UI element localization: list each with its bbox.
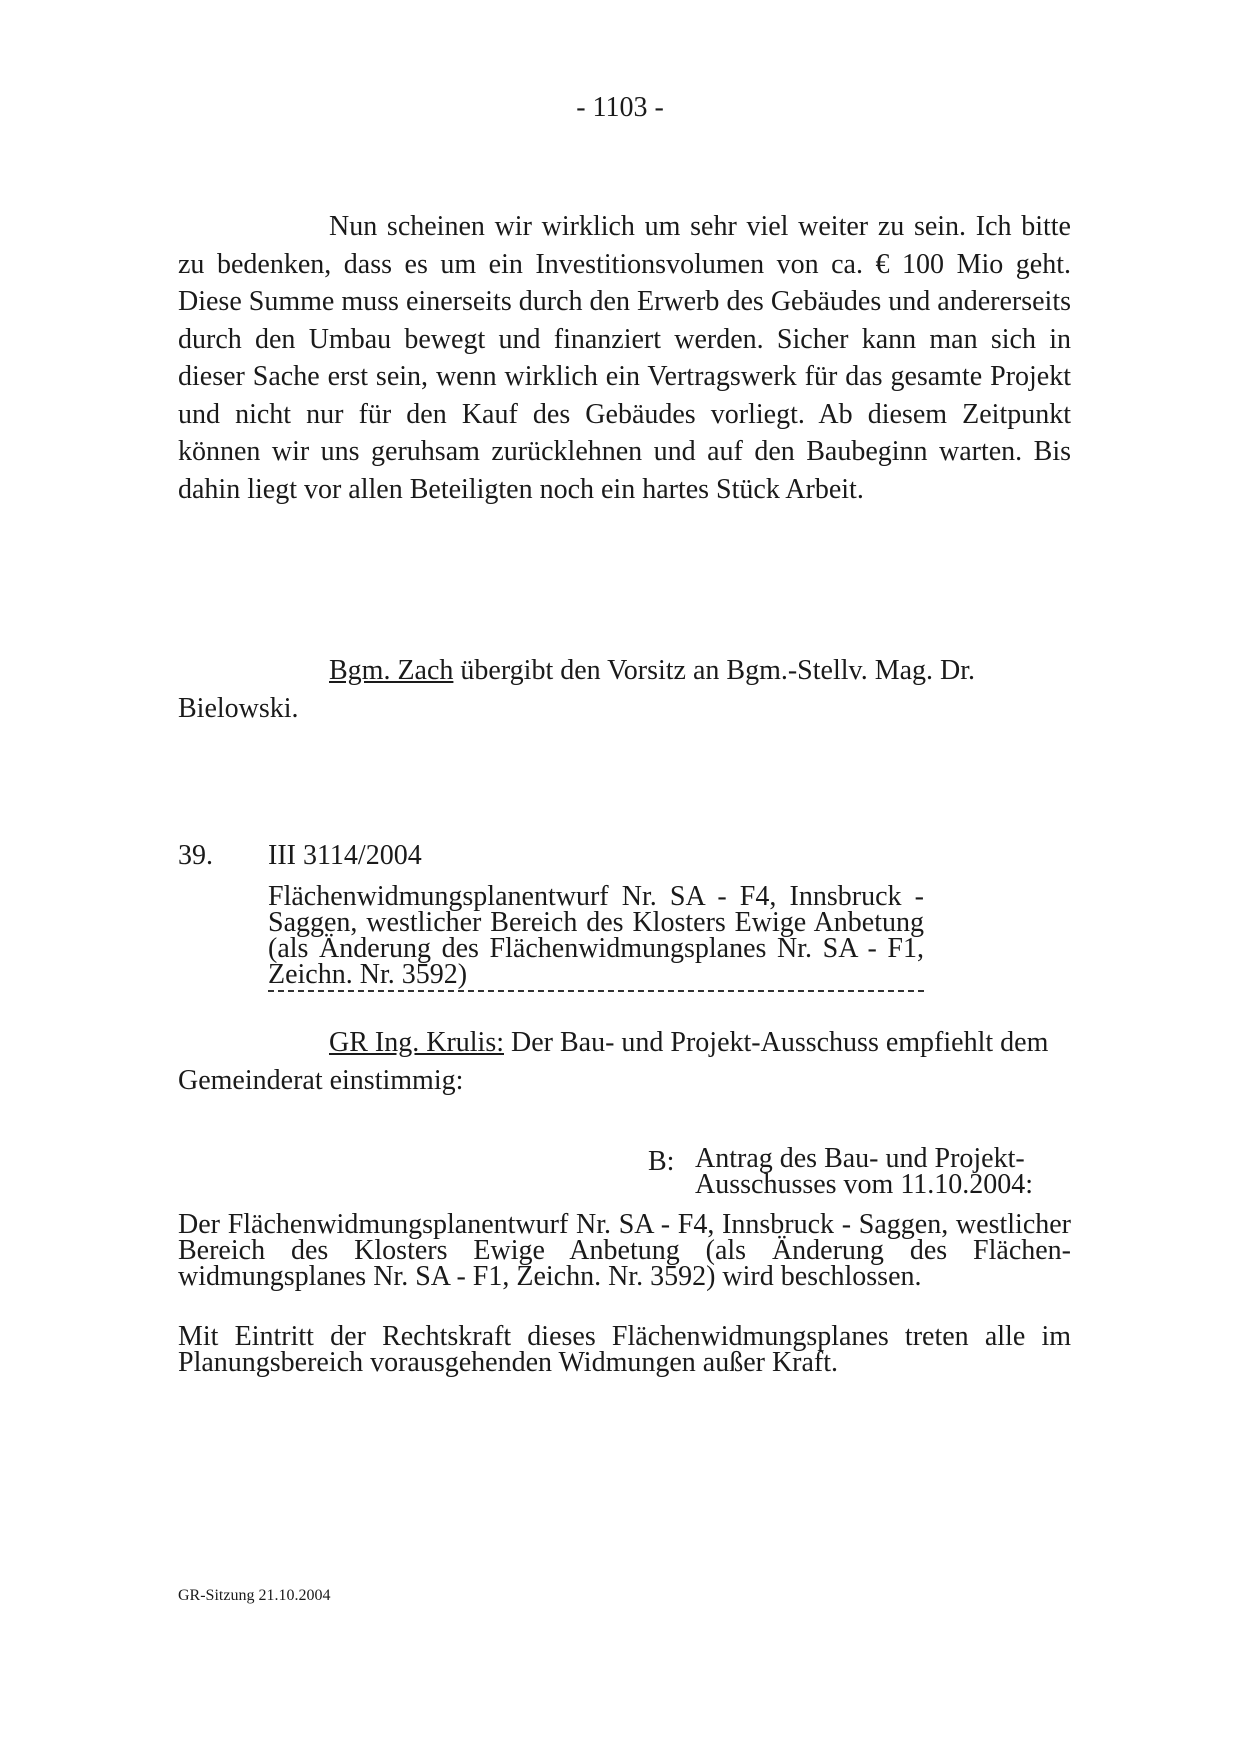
agenda-item-subject: Flächenwidmungsplanentwurf Nr. SA - F4, Innsbruck - Saggen, westlicher Bereich des Klosters Ewige Anbetung (als Änderung des Flächenwidmungsplanes Nr. SA - F1, Zeichn. Nr. 3592) [268, 881, 924, 990]
legal-effect-text: Mit Eintritt der Rechtskraft dieses Flächenwidmungsplanes treten alle im Planungsbereich vorausgehenden Widmungen außer Kraft. [178, 1321, 1071, 1378]
chair-handover-note [178, 652, 1071, 727]
page-number: - 1103 - [576, 92, 664, 123]
handover-speaker: Bgm. Zach [329, 655, 454, 686]
rapporteur-text: Der Bau- und Projekt-Ausschuss empfiehlt dem Gemeinderat einstimmig: [178, 1027, 1049, 1096]
agenda-item-divider [268, 990, 924, 992]
handover-text: übergibt den Vorsitz an Bgm.-Stellv. Mag. Dr. Bielowski. [178, 655, 976, 724]
closing-paragraph: Nun scheinen wir wirklich um sehr viel weiter zu sein. Ich bitte zu bedenken, dass es um ein Investitionsvolumen von ca. € 100 Mio geht. Diese Summe muss einerseits durch den Erwerb des Gebäudes und andererseits durch den Umbau bewegt und finanziert werden. Sicher kann man sich in dieser Sache erst sein, wenn wirklich ein Vertragswerk für das gesamte Projekt und nicht nur für den Kauf des Gebäudes vorliegt. Ab diesem Zeitpunkt können wir uns geruhsam zurücklehnen und auf den Baubeginn warten. Bis dahin liegt vor allen Beteiligten noch ein hartes Stück Arbeit. [178, 211, 1071, 505]
resolution-text: Der Flächenwidmungsplanentwurf Nr. SA - F4, Innsbruck - Saggen, westlicher Bereich des Klosters Ewige Anbetung (als Änderung des Flächenwidmungsplanes Nr. SA - F1, Zeichn. Nr. 3592) wird beschlossen. [178, 1209, 1071, 1292]
motion-label: B: [648, 1146, 675, 1177]
agenda-item-reference: III 3114/2004 [268, 840, 422, 871]
motion-title: Antrag des Bau- und Projekt-Ausschusses vom 11.10.2004: [695, 1143, 1034, 1200]
rapporteur-statement [178, 1024, 1071, 1099]
rapporteur-speaker: GR Ing. Krulis: [329, 1027, 504, 1058]
footer-session: GR-Sitzung 21.10.2004 [178, 1587, 331, 1604]
agenda-item-number: 39. [178, 840, 213, 871]
